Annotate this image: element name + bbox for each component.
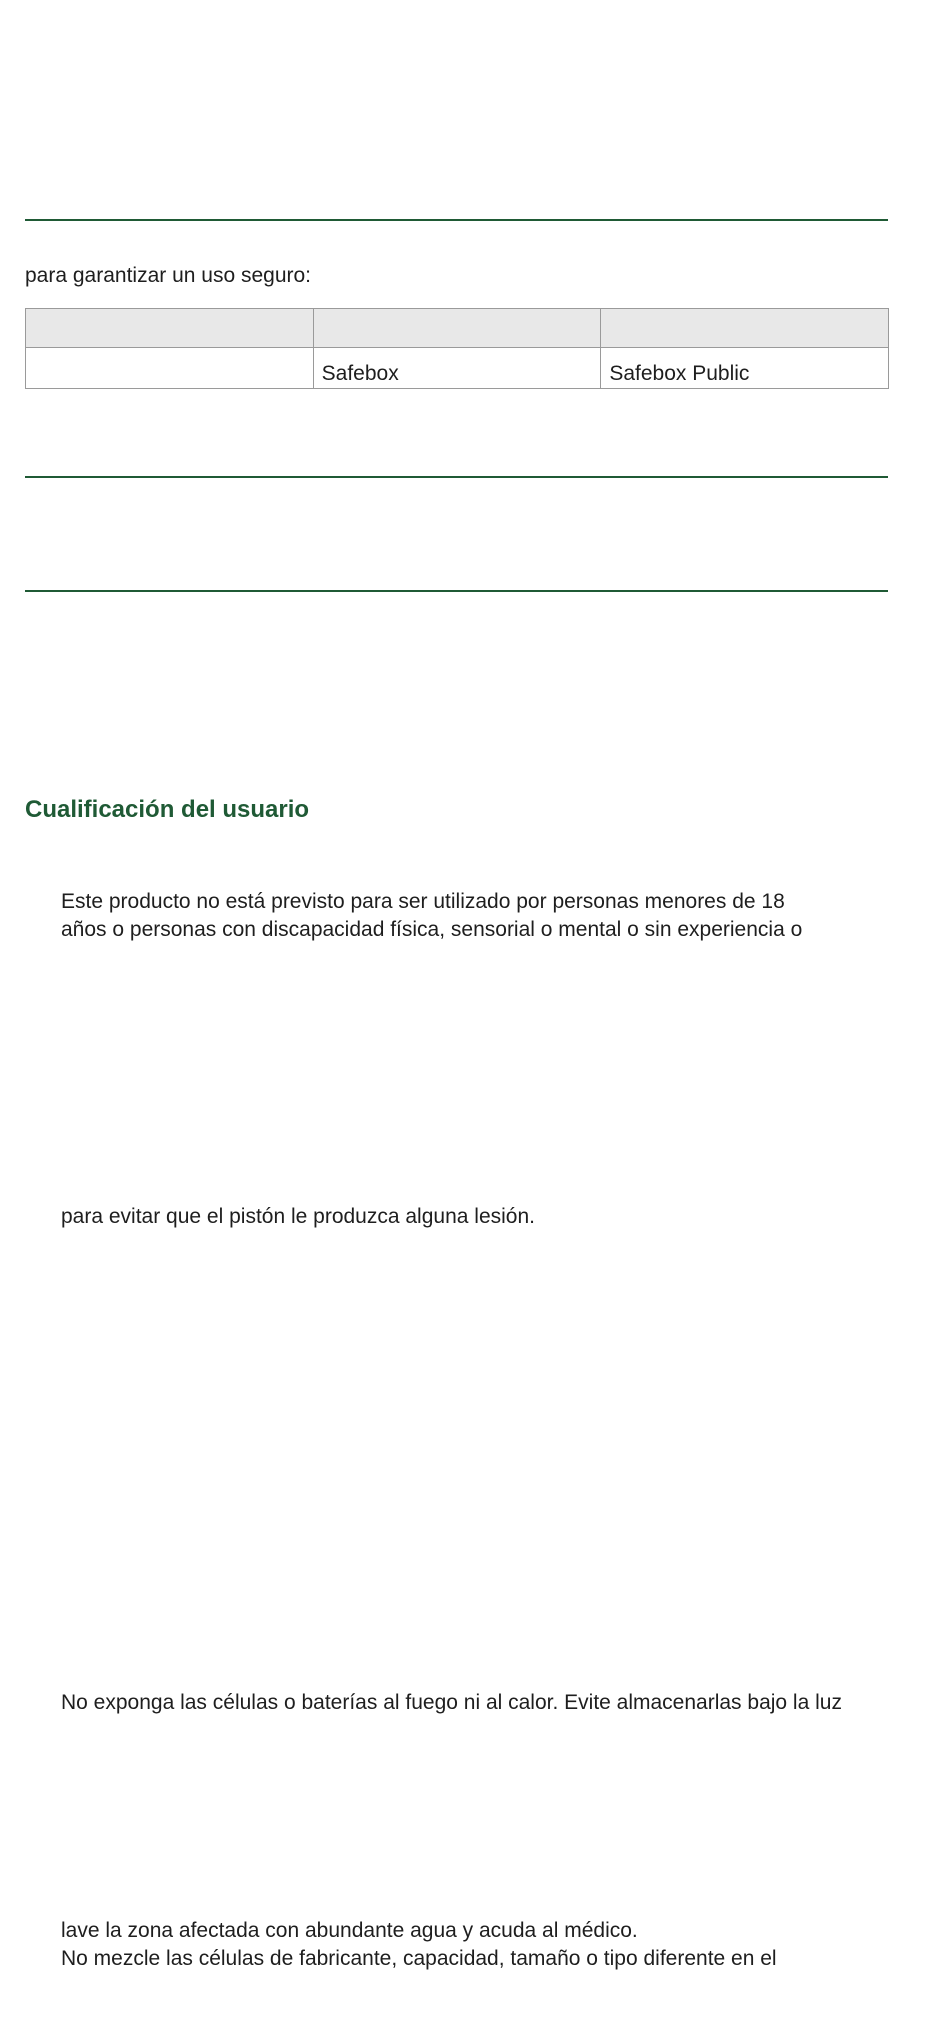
piston-warning-text: para evitar que el pistón le produzca alguna lesión.	[61, 1205, 535, 1228]
batteries-fire-warning-text: No exponga las células o baterías al fuego ni al calor. Evite almacenarlas bajo la luz	[61, 1691, 842, 1714]
table-cell-model-safebox: Safebox	[313, 348, 601, 389]
table-header-cell	[601, 309, 889, 348]
section-heading: Cualificación del usuario	[25, 796, 310, 823]
qualification-paragraph-line-2: años o personas con discapacidad física, sensorial o mental o sin experiencia o	[61, 918, 803, 941]
table-header-row	[26, 309, 889, 348]
mix-cells-warning-text: No mezcle las células de fabricante, capacidad, tamaño o tipo diferente en el	[61, 1947, 777, 1970]
divider-rule-3	[25, 590, 888, 592]
table-header-cell	[26, 309, 314, 348]
divider-rule-1	[25, 219, 888, 221]
table-header-cell	[313, 309, 601, 348]
table-row	[26, 348, 889, 389]
qualification-paragraph-line-1: Este producto no está previsto para ser utilizado por personas menores de 18	[61, 890, 785, 913]
divider-rule-2	[25, 476, 888, 478]
rinse-instruction-text: lave la zona afectada con abundante agua y acuda al médico.	[61, 1919, 638, 1942]
table-cell	[26, 348, 314, 389]
model-table	[25, 308, 889, 389]
intro-text: para garantizar un uso seguro:	[25, 264, 312, 287]
table-cell-model-safebox-public: Safebox Public	[601, 348, 889, 389]
